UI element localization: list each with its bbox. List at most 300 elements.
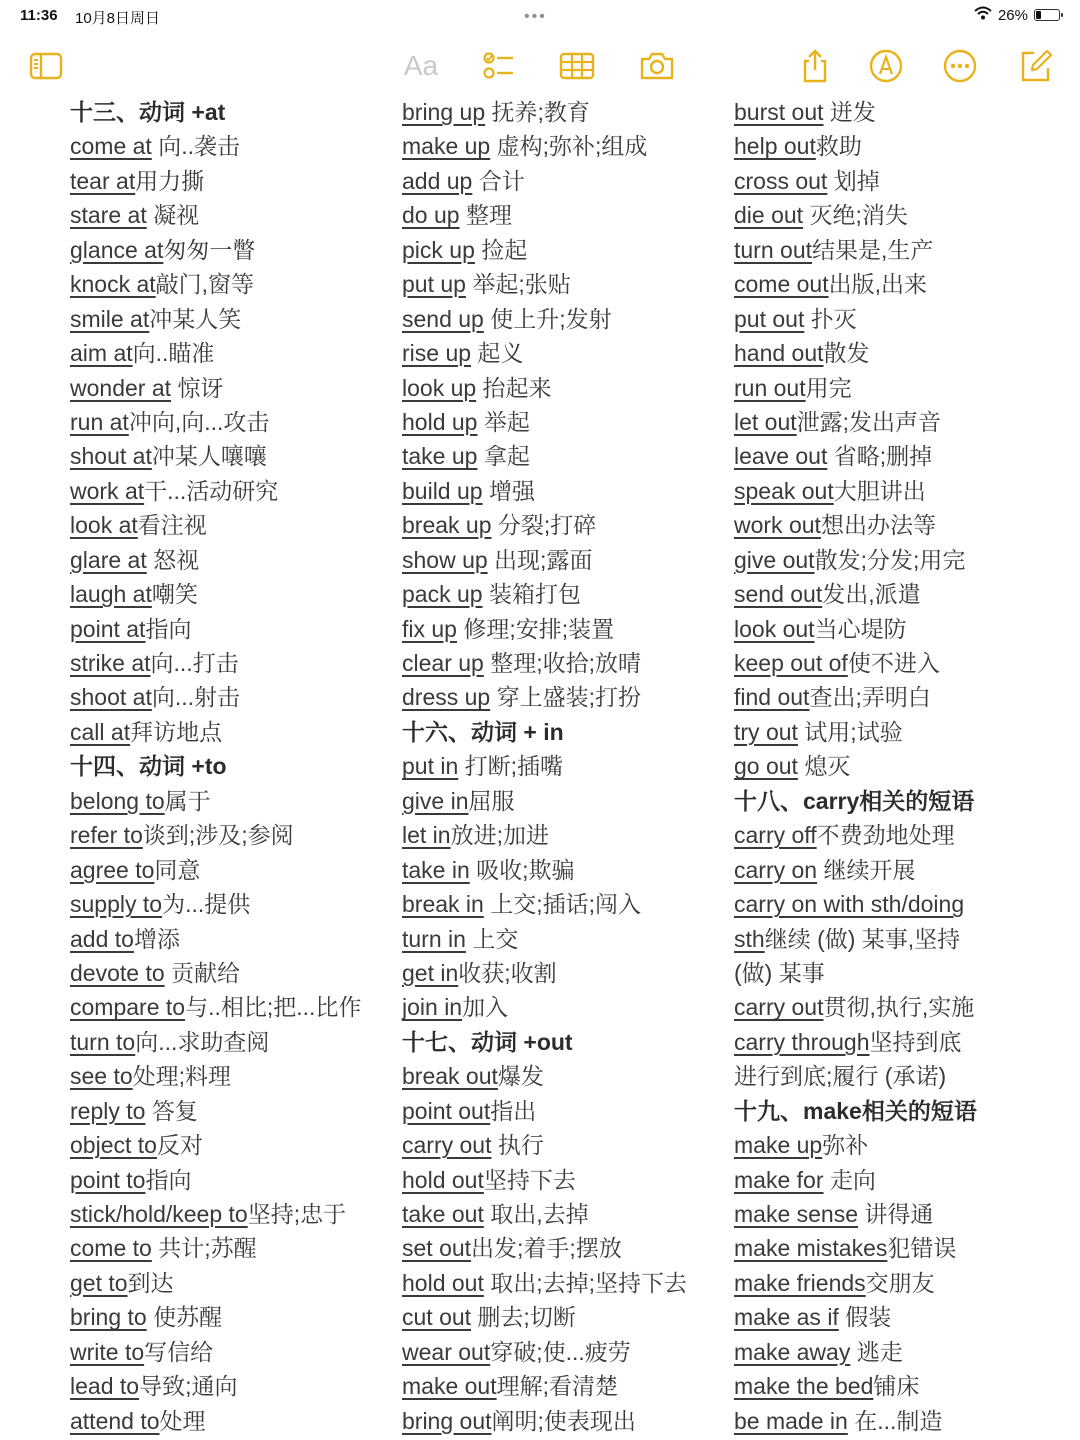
phrase-term: get to bbox=[70, 1269, 128, 1296]
phrase-line[interactable] bbox=[70, 371, 400, 405]
phrase-term: leave out bbox=[734, 443, 828, 470]
phrase-line[interactable] bbox=[734, 474, 1064, 508]
phrase-line[interactable] bbox=[734, 577, 1064, 611]
phrase-term: make friends bbox=[734, 1269, 866, 1296]
phrase-term: lead to bbox=[70, 1373, 140, 1400]
phrase-line[interactable] bbox=[734, 508, 1064, 542]
phrase-term: carry on bbox=[734, 856, 818, 883]
phrase-line[interactable] bbox=[402, 302, 732, 336]
phrase-line[interactable] bbox=[70, 439, 400, 473]
note-text-line[interactable]: (做) 某事 bbox=[734, 959, 825, 986]
status-date: 10月8日周日 bbox=[75, 10, 161, 27]
phrase-line[interactable] bbox=[70, 474, 400, 508]
phrase-meaning: 使上升;发射 bbox=[483, 305, 612, 332]
phrase-meaning: 惊讶 bbox=[171, 374, 224, 401]
phrase-line[interactable] bbox=[402, 1197, 732, 1231]
markup-pen-icon[interactable] bbox=[866, 46, 906, 86]
phrase-term: help out bbox=[734, 133, 816, 160]
phrase-term: object to bbox=[70, 1132, 157, 1159]
phrase-meaning: 铺床 bbox=[873, 1373, 920, 1400]
phrase-line[interactable] bbox=[402, 198, 732, 232]
phrase-line[interactable] bbox=[70, 1231, 400, 1265]
phrase-term: smile at bbox=[70, 305, 150, 332]
phrase-term: break up bbox=[402, 512, 492, 539]
phrase-meaning: 冲向,向...攻击 bbox=[128, 408, 270, 435]
phrase-term: be made in bbox=[734, 1407, 848, 1434]
phrase-meaning: 讲得通 bbox=[858, 1201, 934, 1227]
phrase-meaning: 散发;分发;用完 bbox=[814, 546, 966, 573]
phrase-meaning: 吸收;欺骗 bbox=[469, 856, 575, 883]
phrase-term: break in bbox=[402, 891, 484, 918]
phrase-term: carry out bbox=[734, 994, 824, 1021]
phrase-meaning: 散发 bbox=[823, 340, 870, 367]
phrase-meaning: 灭绝;消失 bbox=[803, 202, 908, 229]
phrase-meaning: 使苏醒 bbox=[146, 1304, 223, 1331]
phrase-line[interactable] bbox=[402, 371, 732, 405]
phrase-term: run out bbox=[734, 374, 806, 401]
phrase-term: speak out bbox=[734, 477, 834, 504]
phrase-meaning: 救助 bbox=[815, 133, 862, 160]
phrase-meaning: 出发;着手;摆放 bbox=[471, 1235, 622, 1262]
phrase-term: stare at bbox=[70, 202, 147, 229]
note-text-line[interactable]: 进行到底;履行 (承诺) bbox=[734, 1063, 947, 1090]
phrase-line[interactable] bbox=[402, 129, 732, 163]
phrase-line[interactable] bbox=[402, 1231, 732, 1265]
phrase-meaning: 敲门,窗等 bbox=[155, 271, 255, 298]
phrase-meaning: 用力撕 bbox=[135, 167, 205, 194]
phrase-meaning: 指向 bbox=[145, 615, 192, 642]
phrase-line[interactable] bbox=[402, 543, 732, 577]
phrase-meaning: 坚持下去 bbox=[483, 1166, 576, 1193]
section-heading[interactable]: 十八、carry相关的短语 bbox=[734, 787, 975, 814]
phrase-line[interactable] bbox=[734, 1369, 1064, 1403]
phrase-meaning: 想出办法等 bbox=[820, 512, 936, 539]
phrase-meaning: 处理;料理 bbox=[132, 1063, 232, 1090]
phrase-line[interactable] bbox=[402, 749, 732, 783]
phrase-term: do up bbox=[402, 202, 460, 229]
note-column-2[interactable] bbox=[402, 95, 732, 1438]
multitasking-dots-icon[interactable]: ••• bbox=[524, 8, 547, 25]
phrase-meaning: 整理;收拾;放晴 bbox=[483, 650, 641, 676]
phrase-term: attend to bbox=[70, 1407, 160, 1434]
phrase-line[interactable] bbox=[70, 1025, 400, 1059]
share-icon[interactable] bbox=[795, 46, 835, 86]
phrase-line[interactable] bbox=[734, 543, 1064, 577]
phrase-term: glare at bbox=[70, 546, 147, 573]
phrase-term: see to bbox=[70, 1063, 133, 1090]
phrase-line[interactable] bbox=[734, 749, 1064, 783]
section-heading[interactable]: 十九、make相关的短语 bbox=[734, 1097, 977, 1124]
phrase-meaning: 取出,去掉 bbox=[483, 1201, 589, 1227]
phrase-term: wonder at bbox=[70, 374, 172, 401]
phrase-meaning: 出现;露面 bbox=[487, 546, 593, 573]
phrase-line[interactable] bbox=[70, 887, 400, 921]
phrase-line[interactable] bbox=[402, 508, 732, 542]
phrase-meaning: 向..瞄准 bbox=[132, 340, 215, 367]
phrase-meaning: 增添 bbox=[133, 925, 180, 952]
phrase-term: point to bbox=[70, 1166, 146, 1193]
phrase-term: point at bbox=[70, 615, 146, 642]
section-heading[interactable]: 十六、动词 + in bbox=[402, 718, 564, 745]
phrase-term: shoot at bbox=[70, 684, 152, 711]
phrase-meaning: 起义 bbox=[471, 340, 524, 367]
phrase-meaning: 拜访地点 bbox=[130, 718, 223, 745]
phrase-line[interactable] bbox=[402, 1128, 732, 1162]
phrase-term: dress up bbox=[402, 684, 491, 711]
phrase-meaning: 理解;看清楚 bbox=[496, 1373, 618, 1400]
phrase-line[interactable] bbox=[734, 198, 1064, 232]
phrase-line[interactable] bbox=[402, 233, 732, 267]
phrase-line[interactable] bbox=[70, 922, 400, 956]
phrase-line[interactable] bbox=[734, 1163, 1064, 1197]
phrase-line[interactable] bbox=[70, 405, 400, 439]
phrase-line[interactable] bbox=[402, 956, 732, 990]
phrase-line[interactable] bbox=[734, 680, 1064, 714]
phrase-term: go out bbox=[734, 753, 798, 780]
phrase-term: keep out of bbox=[734, 650, 848, 676]
phrase-meaning: 当心堤防 bbox=[814, 615, 907, 642]
phrase-line[interactable] bbox=[402, 1300, 732, 1334]
phrase-meaning: 装箱打包 bbox=[482, 581, 581, 608]
phrase-term: sth bbox=[734, 925, 765, 952]
phrase-term: make as if bbox=[734, 1304, 839, 1331]
phrase-meaning: 抚养;教育 bbox=[485, 99, 590, 125]
phrase-meaning: 匆匆一瞥 bbox=[163, 236, 256, 263]
phrase-line[interactable] bbox=[402, 818, 732, 852]
phrase-line[interactable] bbox=[402, 1369, 732, 1403]
phrase-term: point out bbox=[402, 1097, 491, 1124]
phrase-line[interactable] bbox=[70, 956, 400, 990]
phrase-meaning: 嘲笑 bbox=[151, 581, 198, 608]
phrase-meaning: 结果是,生产 bbox=[812, 236, 934, 263]
phrase-meaning: 指出 bbox=[490, 1097, 537, 1124]
phrase-term: turn out bbox=[734, 236, 812, 263]
phrase-line[interactable] bbox=[402, 784, 732, 818]
phrase-meaning: 坚持;忠于 bbox=[247, 1201, 347, 1227]
phrase-line[interactable] bbox=[402, 990, 732, 1024]
phrase-line[interactable] bbox=[734, 715, 1064, 749]
note-column-1[interactable] bbox=[70, 95, 400, 1438]
phrase-line[interactable] bbox=[402, 439, 732, 473]
phrase-meaning: 取出;去掉;坚持下去 bbox=[483, 1269, 688, 1296]
phrase-term: make the bed bbox=[734, 1373, 874, 1400]
phrase-line[interactable] bbox=[734, 887, 1064, 921]
phrase-term: hold up bbox=[402, 408, 478, 435]
phrase-line[interactable] bbox=[70, 336, 400, 370]
phrase-line[interactable] bbox=[734, 922, 1064, 956]
phrase-meaning: 写信给 bbox=[144, 1338, 214, 1365]
phrase-meaning: 同意 bbox=[154, 856, 201, 883]
phrase-meaning: 增强 bbox=[482, 477, 535, 504]
phrase-line[interactable] bbox=[70, 267, 400, 301]
phrase-meaning: 熄灭 bbox=[797, 753, 851, 780]
phrase-meaning: 上交 bbox=[465, 925, 519, 952]
phrase-meaning: 贯彻,执行,实施 bbox=[823, 994, 975, 1021]
phrase-term: hold out bbox=[402, 1166, 484, 1193]
phrase-meaning: 谈到;涉及;参阅 bbox=[142, 822, 294, 849]
phrase-line[interactable] bbox=[70, 818, 400, 852]
phrase-line[interactable] bbox=[70, 1059, 400, 1093]
phrase-meaning: 处理 bbox=[159, 1407, 206, 1434]
phrase-meaning: 为...提供 bbox=[162, 891, 251, 918]
phrase-line[interactable] bbox=[734, 1197, 1064, 1231]
phrase-meaning: 弥补 bbox=[822, 1132, 869, 1159]
phrase-term: devote to bbox=[70, 959, 165, 986]
phrase-line[interactable] bbox=[402, 887, 732, 921]
phrase-line[interactable] bbox=[70, 129, 400, 163]
camera-icon[interactable] bbox=[637, 46, 677, 86]
phrase-line[interactable] bbox=[70, 1369, 400, 1403]
phrase-line[interactable] bbox=[734, 646, 1064, 680]
phrase-line[interactable] bbox=[70, 784, 400, 818]
phrase-term: knock at bbox=[70, 271, 156, 298]
status-bar bbox=[0, 0, 1080, 32]
phrase-term: take in bbox=[402, 856, 470, 883]
phrase-term: carry off bbox=[734, 822, 817, 849]
phrase-term: look out bbox=[734, 615, 815, 642]
more-options-icon[interactable] bbox=[940, 46, 980, 86]
phrase-term: work at bbox=[70, 477, 145, 504]
phrase-line[interactable] bbox=[70, 680, 400, 714]
phrase-line[interactable] bbox=[70, 1163, 400, 1197]
phrase-line[interactable] bbox=[402, 1059, 732, 1093]
phrase-meaning: 向...打击 bbox=[150, 650, 239, 676]
phrase-term: laugh at bbox=[70, 581, 152, 608]
phrase-meaning: 举起;张贴 bbox=[465, 271, 571, 298]
phrase-term: make mistakes bbox=[734, 1235, 888, 1262]
phrase-term: take up bbox=[402, 443, 478, 470]
phrase-meaning: 共计;苏醒 bbox=[151, 1235, 257, 1262]
phrase-term: find out bbox=[734, 684, 810, 711]
phrase-line[interactable] bbox=[402, 577, 732, 611]
phrase-term: bring up bbox=[402, 99, 486, 125]
phrase-line[interactable] bbox=[70, 543, 400, 577]
phrase-line[interactable] bbox=[734, 267, 1064, 301]
phrase-line[interactable] bbox=[734, 233, 1064, 267]
phrase-line[interactable] bbox=[402, 164, 732, 198]
phrase-line[interactable] bbox=[734, 302, 1064, 336]
phrase-line[interactable] bbox=[734, 95, 1064, 129]
phrase-line[interactable] bbox=[402, 336, 732, 370]
phrase-meaning: 干...活动研究 bbox=[144, 477, 279, 504]
phrase-line[interactable] bbox=[70, 1266, 400, 1300]
phrase-meaning: 上交;插话;闯入 bbox=[483, 891, 641, 918]
phrase-meaning: 使不进入 bbox=[847, 650, 940, 676]
phrase-line[interactable] bbox=[402, 1335, 732, 1369]
phrase-term: aim at bbox=[70, 340, 133, 367]
section-heading[interactable]: 十三、动词 +at bbox=[70, 99, 226, 125]
phrase-term: show up bbox=[402, 546, 488, 573]
phrase-line[interactable] bbox=[70, 990, 400, 1024]
phrase-line[interactable] bbox=[734, 1266, 1064, 1300]
phrase-term: belong to bbox=[70, 787, 165, 814]
phrase-term: compare to bbox=[70, 994, 186, 1021]
phrase-term: let out bbox=[734, 408, 797, 435]
phrase-line[interactable] bbox=[70, 164, 400, 198]
phrase-term: make sense bbox=[734, 1201, 859, 1227]
phrase-meaning: 与..相比;把...比作 bbox=[185, 994, 362, 1021]
phrase-term: come at bbox=[70, 133, 152, 160]
phrase-line[interactable] bbox=[734, 405, 1064, 439]
phrase-line[interactable] bbox=[402, 95, 732, 129]
phrase-line[interactable] bbox=[734, 164, 1064, 198]
phrase-term: make up bbox=[734, 1132, 823, 1159]
phrase-line[interactable] bbox=[734, 990, 1064, 1024]
phrase-term: carry through bbox=[734, 1028, 870, 1055]
phrase-term: run at bbox=[70, 408, 129, 435]
wifi-icon bbox=[974, 6, 992, 24]
phrase-line[interactable] bbox=[70, 577, 400, 611]
phrase-term: send up bbox=[402, 305, 484, 332]
phrase-line[interactable] bbox=[70, 1094, 400, 1128]
phrase-line[interactable] bbox=[734, 371, 1064, 405]
phrase-term: reply to bbox=[70, 1097, 146, 1124]
phrase-line[interactable] bbox=[70, 1300, 400, 1334]
phrase-meaning: 捡起 bbox=[474, 236, 528, 263]
phrase-line[interactable] bbox=[734, 818, 1064, 852]
phrase-term: look at bbox=[70, 512, 138, 539]
phrase-line[interactable] bbox=[402, 1266, 732, 1300]
phrase-term: send out bbox=[734, 581, 823, 608]
phrase-line[interactable] bbox=[402, 405, 732, 439]
note-column-3[interactable] bbox=[734, 95, 1064, 1438]
phrase-meaning: 整理 bbox=[459, 202, 512, 229]
phrase-meaning: 交朋友 bbox=[865, 1269, 935, 1296]
phrase-term: bring to bbox=[70, 1304, 147, 1331]
section-heading[interactable]: 十四、动词 +to bbox=[70, 753, 227, 780]
phrase-term: cut out bbox=[402, 1304, 472, 1331]
phrase-line[interactable] bbox=[70, 612, 400, 646]
phrase-line[interactable] bbox=[734, 1025, 1064, 1059]
phrase-line[interactable] bbox=[402, 853, 732, 887]
phrase-meaning: 属于 bbox=[164, 787, 211, 814]
phrase-term: add up bbox=[402, 167, 473, 194]
phrase-meaning: 导致;通向 bbox=[139, 1373, 238, 1400]
phrase-meaning: 打断;插嘴 bbox=[458, 753, 564, 780]
phrase-meaning: 走向 bbox=[823, 1166, 876, 1193]
phrase-line[interactable] bbox=[70, 508, 400, 542]
battery-percent: 26% bbox=[997, 6, 1028, 24]
format-text-button[interactable] bbox=[401, 46, 441, 86]
phrase-term: fix up bbox=[402, 615, 457, 642]
phrase-line[interactable] bbox=[734, 129, 1064, 163]
phrase-line[interactable] bbox=[734, 1128, 1064, 1162]
phrase-term: wear out bbox=[402, 1338, 491, 1365]
phrase-line[interactable] bbox=[402, 267, 732, 301]
phrase-term: die out bbox=[734, 202, 804, 229]
phrase-term: tear at bbox=[70, 167, 136, 194]
phrase-meaning: 到达 bbox=[127, 1269, 174, 1296]
phrase-meaning: 凝视 bbox=[146, 202, 200, 229]
phrase-line[interactable] bbox=[70, 853, 400, 887]
phrase-term: burst out bbox=[734, 99, 824, 125]
phrase-term: rise up bbox=[402, 340, 472, 367]
phrase-term: build up bbox=[402, 477, 483, 504]
phrase-meaning: 虚构;弥补;组成 bbox=[490, 133, 648, 160]
phrase-term: put in bbox=[402, 753, 459, 780]
phrase-meaning: 答复 bbox=[145, 1097, 198, 1124]
phrase-line[interactable] bbox=[402, 680, 732, 714]
phrase-line[interactable] bbox=[402, 1094, 732, 1128]
phrase-meaning: 拿起 bbox=[477, 443, 530, 470]
phrase-meaning: 抬起来 bbox=[476, 374, 552, 401]
phrase-line[interactable] bbox=[734, 612, 1064, 646]
phrase-term: let in bbox=[402, 822, 451, 849]
phrase-line[interactable] bbox=[70, 1335, 400, 1369]
phrase-term: pack up bbox=[402, 581, 483, 608]
phrase-term: cross out bbox=[734, 167, 828, 194]
phrase-line[interactable] bbox=[70, 302, 400, 336]
phrase-meaning: 贡献给 bbox=[164, 959, 241, 986]
phrase-meaning: 继续 (做) 某事,坚持 bbox=[764, 925, 961, 952]
phrase-line[interactable] bbox=[70, 233, 400, 267]
phrase-term: make for bbox=[734, 1166, 824, 1193]
phrase-term: work out bbox=[734, 512, 821, 539]
phrase-term: make up bbox=[402, 133, 491, 160]
format-label: Aa bbox=[403, 50, 439, 81]
phrase-meaning: 放进;加进 bbox=[450, 822, 549, 849]
phrase-line[interactable] bbox=[70, 198, 400, 232]
status-time: 11:36 bbox=[20, 7, 58, 24]
phrase-meaning: 爆发 bbox=[497, 1063, 544, 1090]
phrase-line[interactable] bbox=[70, 646, 400, 680]
phrase-meaning: 阐明;使表现出 bbox=[491, 1407, 636, 1434]
phrase-term: join in bbox=[402, 994, 463, 1021]
battery-icon bbox=[1034, 9, 1060, 21]
phrase-line[interactable] bbox=[734, 439, 1064, 473]
table-icon[interactable] bbox=[557, 46, 597, 86]
phrase-term: turn to bbox=[70, 1028, 136, 1055]
phrase-meaning: 举起 bbox=[477, 408, 530, 435]
checklist-icon[interactable] bbox=[478, 46, 518, 86]
phrase-line[interactable] bbox=[734, 1404, 1064, 1438]
phrase-line[interactable] bbox=[70, 1197, 400, 1231]
phrase-line[interactable] bbox=[402, 1163, 732, 1197]
phrase-meaning: 坚持到底 bbox=[869, 1028, 962, 1055]
phrase-line[interactable] bbox=[70, 715, 400, 749]
phrase-meaning: 假装 bbox=[838, 1304, 892, 1331]
phrase-term: carry out bbox=[402, 1132, 492, 1159]
sidebar-toggle-icon[interactable] bbox=[26, 46, 66, 86]
phrase-line[interactable] bbox=[402, 474, 732, 508]
phrase-meaning: 发出,派遣 bbox=[822, 581, 921, 608]
phrase-line[interactable] bbox=[734, 1335, 1064, 1369]
phrase-meaning: 删去;切断 bbox=[471, 1304, 576, 1331]
phrase-meaning: 加入 bbox=[462, 994, 509, 1021]
phrase-meaning: 查出;弄明白 bbox=[809, 684, 931, 711]
phrase-term: write to bbox=[70, 1338, 145, 1365]
phrase-line[interactable] bbox=[402, 646, 732, 680]
phrase-line[interactable] bbox=[402, 612, 732, 646]
phrase-line[interactable] bbox=[734, 1231, 1064, 1265]
phrase-line[interactable] bbox=[734, 336, 1064, 370]
phrase-term: break out bbox=[402, 1063, 498, 1090]
phrase-line[interactable] bbox=[734, 853, 1064, 887]
compose-note-icon[interactable] bbox=[1016, 46, 1056, 86]
phrase-term: carry on with sth/doing bbox=[734, 891, 965, 918]
phrase-line[interactable] bbox=[402, 1404, 732, 1438]
phrase-term: agree to bbox=[70, 856, 155, 883]
phrase-meaning: 划掉 bbox=[827, 167, 880, 194]
phrase-line[interactable] bbox=[402, 922, 732, 956]
phrase-line[interactable] bbox=[734, 1300, 1064, 1334]
phrase-line[interactable] bbox=[70, 1404, 400, 1438]
phrase-term: try out bbox=[734, 718, 798, 745]
phrase-term: give in bbox=[402, 787, 469, 814]
section-heading[interactable]: 十七、动词 +out bbox=[402, 1028, 573, 1055]
phrase-meaning: 大胆讲出 bbox=[833, 477, 926, 504]
phrase-line[interactable] bbox=[70, 1128, 400, 1162]
